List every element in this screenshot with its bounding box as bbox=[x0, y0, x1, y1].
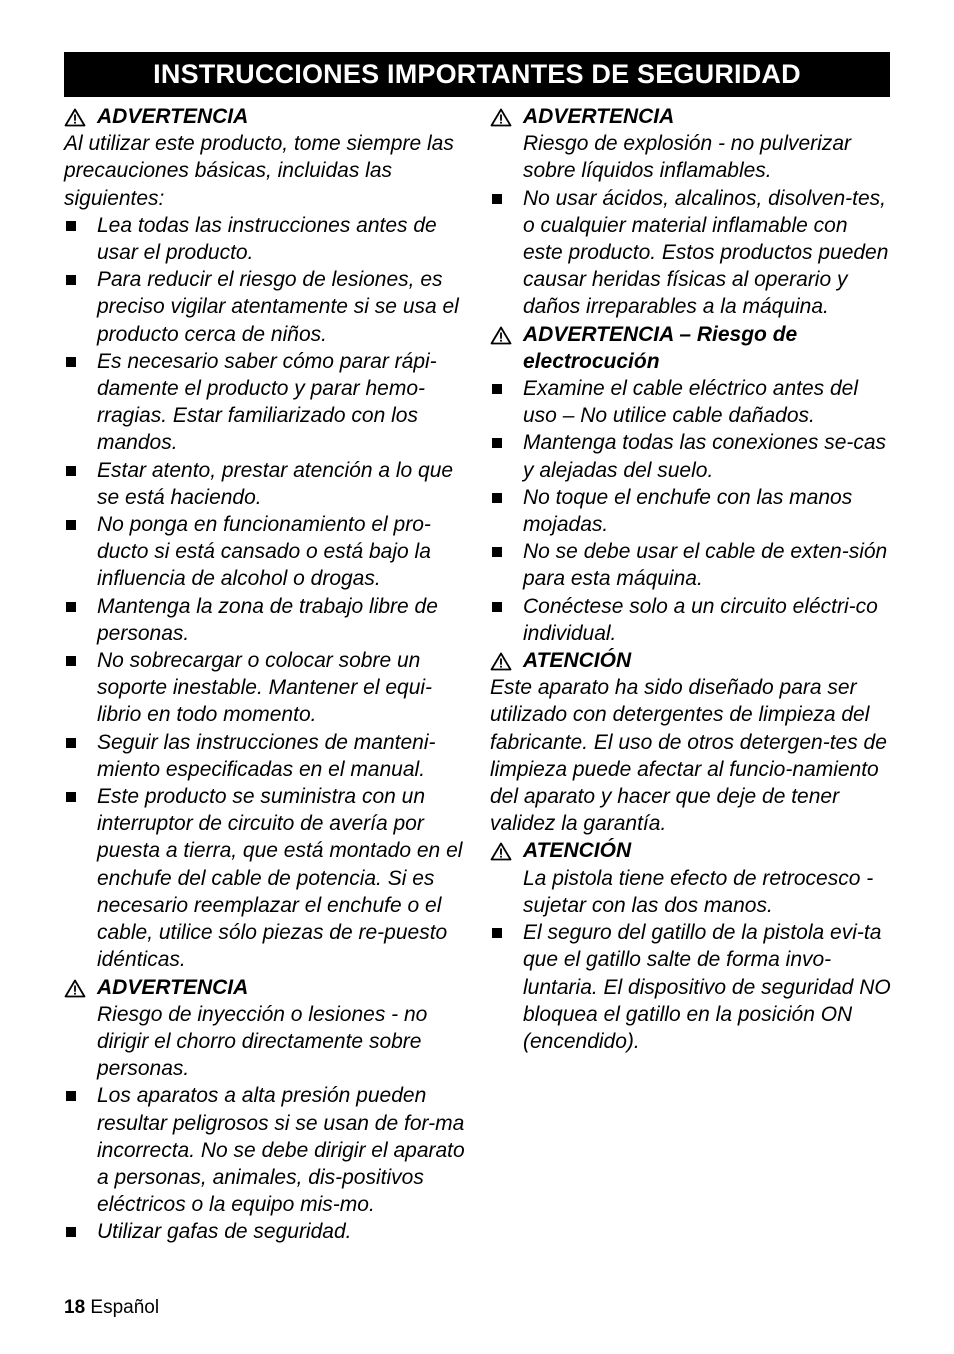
page-title-bar bbox=[64, 52, 890, 97]
section-intro: Riesgo de explosión - no pulverizar sobre líquidos inflamables. bbox=[523, 132, 852, 183]
section-heading-electrocucion: ADVERTENCIA – Riesgo de electrocución bbox=[490, 321, 892, 375]
list-item: Conéctese solo a un circuito eléctri-co individual. bbox=[490, 593, 892, 647]
list-item: No se debe usar el cable de exten-sión para esta máquina. bbox=[490, 538, 892, 592]
list-item: Mantenga todas las conexiones se-cas y alejadas del suelo. bbox=[490, 429, 892, 483]
list-item: No ponga en funcionamiento el pro-ducto si está cansado o está bajo la influencia de alcohol o drogas. bbox=[64, 511, 466, 593]
list-item: Seguir las instrucciones de manteni-miento especificadas en el manual. bbox=[64, 729, 466, 783]
warning-triangle-icon bbox=[64, 108, 86, 127]
page-footer bbox=[64, 1297, 159, 1319]
footer-language: Español bbox=[90, 1297, 160, 1318]
list-item: No usar ácidos, alcalinos, disolven-tes, o cualquier material inflamable con este producto. Estos productos pueden causar heridas físicas al operario y daños irreparables a la máquina. bbox=[490, 185, 892, 321]
list-item: Lea todas las instrucciones antes de usar el producto. bbox=[64, 212, 466, 266]
warning-triangle-icon bbox=[490, 108, 512, 127]
list-item: Este producto se suministra con un interruptor de circuito de avería por puesta a tierra, que está montado en el enchufe del cable de potencia. Si es necesario reemplazar el enchufe o el cable, utilice sólo piezas de re-puesto idénticas. bbox=[64, 783, 466, 973]
section-intro: Riesgo de inyección o lesiones - no dirigir el chorro directamente sobre personas. bbox=[97, 1002, 428, 1081]
left-column bbox=[64, 103, 466, 1246]
list-item: Examine el cable eléctrico antes del uso – No utilice cable dañados. bbox=[490, 375, 892, 429]
section-intro: La pistola tiene efecto de retrocesco - sujetar con las dos manos. bbox=[523, 866, 874, 917]
list-item: No toque el enchufe con las manos mojadas. bbox=[490, 484, 892, 538]
warning-triangle-icon bbox=[490, 842, 512, 861]
list-item: El seguro del gatillo de la pistola evi-ta que el gatillo salte de forma invo-luntaria. El dispositivo de seguridad NO bloquea el gatillo en la posición ON (encendido). bbox=[490, 919, 892, 1055]
list-item: Utilizar gafas de seguridad. bbox=[64, 1218, 466, 1245]
list-item: Mantenga la zona de trabajo libre de personas. bbox=[64, 593, 466, 647]
section-heading-advertencia-1: ADVERTENCIA bbox=[64, 103, 466, 130]
section-heading-advertencia-3: ADVERTENCIA bbox=[490, 103, 892, 130]
section-heading-atencion-2: ATENCIÓN bbox=[490, 837, 892, 864]
page-title: INSTRUCCIONES IMPORTANTES DE SEGURIDAD bbox=[153, 59, 801, 89]
list-item: Estar atento, prestar atención a lo que se está haciendo. bbox=[64, 457, 466, 511]
section-heading-atencion-1: ATENCIÓN bbox=[490, 647, 892, 674]
list-item: Los aparatos a alta presión pueden resultar peligrosos si se usan de for-ma incorrecta. No se debe dirigir el aparato a personas, animales, dis-positivos eléctricos o la equipo mis-mo. bbox=[64, 1082, 466, 1218]
list-item: Es necesario saber cómo parar rápi-damente el producto y parar hemo-rragias. Estar familiarizado con los mandos. bbox=[64, 348, 466, 457]
list-item: No sobrecargar o colocar sobre un soporte inestable. Mantener el equi-librio en todo momento. bbox=[64, 647, 466, 729]
right-column bbox=[490, 103, 892, 1055]
section-heading-advertencia-2: ADVERTENCIA bbox=[64, 974, 466, 1001]
warning-triangle-icon bbox=[490, 326, 512, 345]
list-item: Para reducir el riesgo de lesiones, es preciso vigilar atentamente si se usa el producto cerca de niños. bbox=[64, 266, 466, 348]
warning-triangle-icon bbox=[64, 979, 86, 998]
section-intro: Al utilizar este producto, tome siempre las precauciones básicas, incluidas las siguientes: bbox=[64, 132, 454, 210]
warning-triangle-icon bbox=[490, 652, 512, 671]
page-number: 18 bbox=[64, 1297, 86, 1318]
section-text: Este aparato ha sido diseñado para ser utilizado con detergentes de limpieza del fabricante. El uso de otros detergen-tes de limpieza puede afectar al funcio-namiento del aparato y hacer que deje de tener validez la garantía. bbox=[490, 676, 887, 836]
